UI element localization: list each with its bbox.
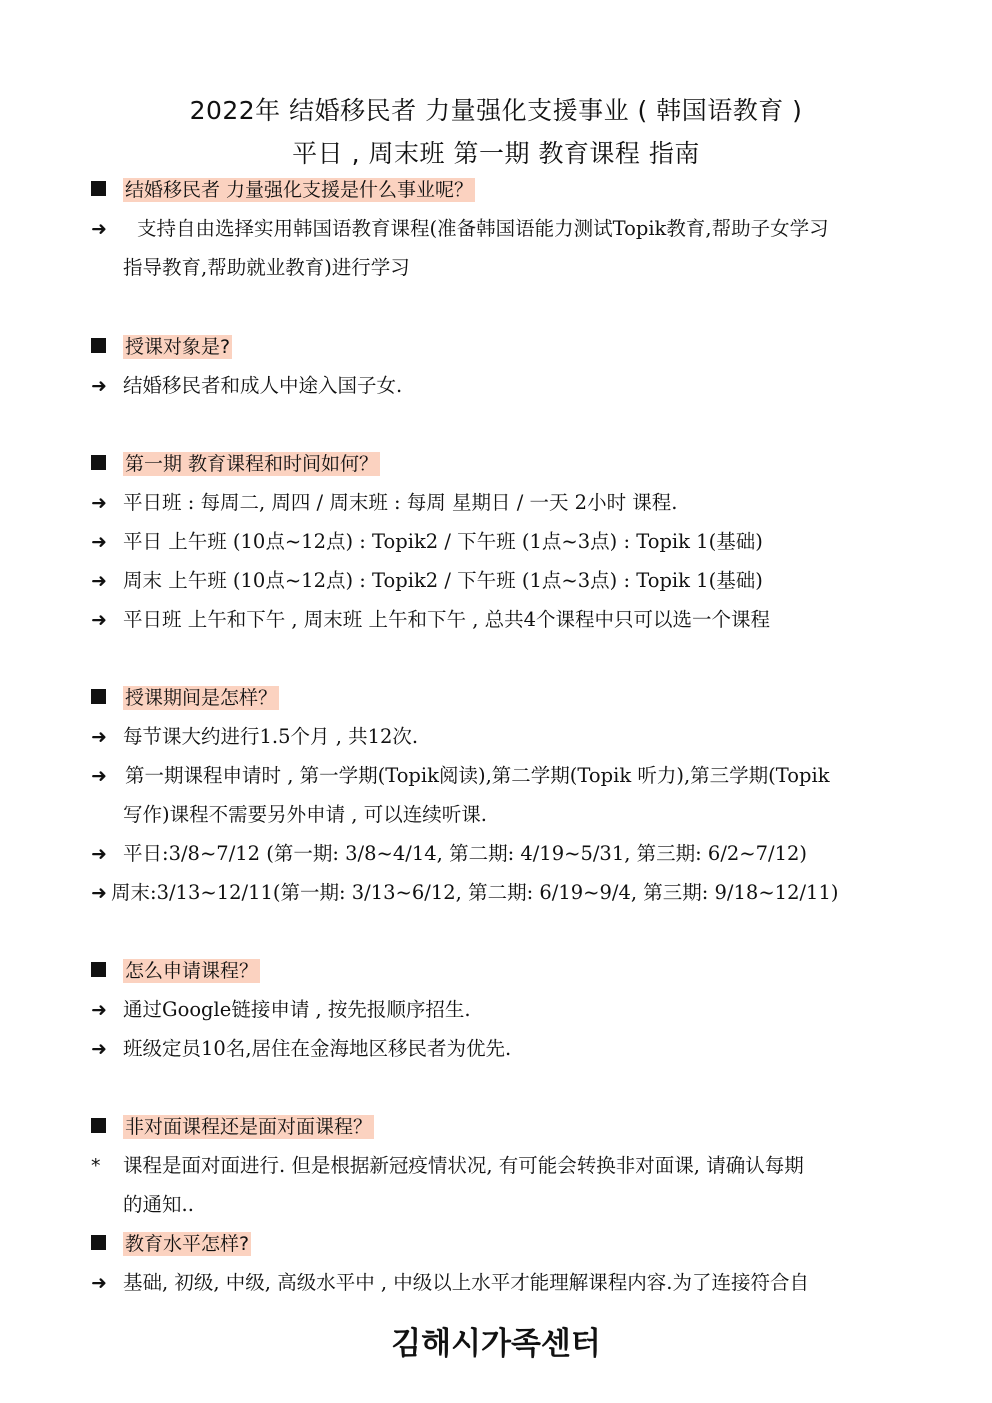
square-bullet-icon	[91, 455, 106, 470]
square-bullet-icon	[91, 1235, 106, 1250]
heading-text: 非对面课程还是面对面课程？	[125, 1116, 373, 1138]
heading-text: 授课期间是怎样？	[125, 687, 278, 709]
list-item	[91, 605, 912, 635]
section-heading-apply	[91, 956, 912, 986]
asterisk-icon: *	[91, 1155, 101, 1177]
item-text: 每节课大约进行1.5个月 , 共12次.	[123, 725, 419, 748]
item-text: 通过Google链接申请 , 按先报顺序招生.	[123, 998, 471, 1021]
item-text: 基础, 初级, 中级, 高级水平中 , 中级以上水平才能理解课程内容.为了连接符合自	[123, 1271, 809, 1294]
square-bullet-icon	[91, 1118, 106, 1133]
arrow-icon: ➜	[91, 999, 107, 1021]
list-item	[91, 1034, 912, 1064]
section-heading-target	[91, 332, 912, 362]
square-bullet-icon	[91, 181, 106, 196]
heading-text: 结婚移民者 力量强化支援是什么事业呢？	[125, 179, 474, 201]
square-bullet-icon	[91, 962, 106, 977]
item-text: 平日班 上午和下午 , 周末班 上午和下午 , 总共4个课程中只可以选一个课程	[123, 608, 770, 631]
arrow-icon: ➜	[91, 726, 107, 748]
list-item	[91, 878, 912, 908]
arrow-icon: ➜	[91, 843, 107, 865]
list-item-continued: 指导教育,帮助就业教育)进行学习	[123, 256, 410, 279]
list-item	[91, 488, 912, 518]
list-item	[91, 1151, 912, 1181]
item-text: 周末:3/13~12/11(第一期: 3/13~6/12, 第二期: 6/19~9/4, 第三期: 9/18~12/11)	[111, 881, 839, 904]
arrow-icon: ➜	[91, 1272, 107, 1294]
arrow-icon: ➜	[91, 218, 107, 240]
title-line-1: 2022年 结婚移民者 力量强化支援事业 ( 韩国语教育 )	[189, 96, 803, 125]
footer-organization: 김해시가족센터	[391, 1326, 601, 1362]
item-text: 周末 上午班 (10点~12点) : Topik2 / 下午班 (1点~3点) : Topik 1(基础)	[123, 569, 763, 592]
list-item	[91, 527, 912, 557]
arrow-icon: ➜	[91, 609, 107, 631]
heading-text: 第一期 教育课程和时间如何？	[125, 453, 379, 475]
list-item	[91, 761, 912, 791]
item-text: 平日班 : 每周二, 周四 / 周末班 : 每周 星期日 / 一天 2小时 课程.	[123, 491, 678, 514]
item-text: 平日:3/8~7/12 (第一期: 3/8~4/14, 第二期: 4/19~5/31, 第三期: 6/2~7/12)	[123, 842, 808, 865]
list-item-continued: 写作)课程不需要另外申请 , 可以连续听课.	[123, 803, 487, 826]
heading-text: 怎么申请课程？	[125, 960, 259, 982]
heading-text: 教育水平怎样?	[125, 1233, 250, 1255]
section-heading-mode	[91, 1112, 912, 1142]
section-heading-what	[91, 175, 912, 205]
arrow-icon: ➜	[91, 492, 107, 514]
arrow-icon: ➜	[91, 375, 107, 397]
arrow-icon: ➜	[91, 531, 107, 553]
list-item	[91, 722, 912, 752]
section-heading-level	[91, 1229, 912, 1259]
item-text: 班级定员10名,居住在金海地区移民者为优先.	[123, 1037, 512, 1060]
item-text: 第一期课程申请时 , 第一学期(Topik阅读),第二学期(Topik 听力),第三学期(Topik	[125, 764, 830, 787]
list-item	[91, 371, 912, 401]
list-item	[91, 839, 912, 869]
list-item	[91, 566, 912, 596]
list-item	[91, 995, 912, 1025]
arrow-icon: ➜	[91, 1038, 107, 1060]
list-item	[91, 1268, 912, 1298]
heading-text: 授课对象是?	[125, 336, 231, 358]
item-text: 课程是面对面进行. 但是根据新冠疫情状况, 有可能会转换非对面课, 请确认每期	[123, 1154, 804, 1177]
item-text: 结婚移民者和成人中途入国子女.	[123, 374, 403, 397]
item-text: 平日 上午班 (10点~12点) : Topik2 / 下午班 (1点~3点) : Topik 1(基础)	[123, 530, 763, 553]
list-item-continued: 的通知..	[123, 1193, 194, 1216]
section-heading-courses	[91, 449, 912, 479]
section-heading-period	[91, 683, 912, 713]
title-line-2: 平日 , 周末班 第一期 教育课程 指南	[292, 139, 700, 168]
arrow-icon: ➜	[91, 882, 107, 904]
arrow-icon: ➜	[91, 765, 107, 787]
list-item	[91, 214, 912, 244]
item-text: 支持自由选择实用韩国语教育课程(准备韩国语能力测试Topik教育,帮助子女学习	[137, 217, 829, 240]
square-bullet-icon	[91, 338, 106, 353]
square-bullet-icon	[91, 689, 106, 704]
arrow-icon: ➜	[91, 570, 107, 592]
